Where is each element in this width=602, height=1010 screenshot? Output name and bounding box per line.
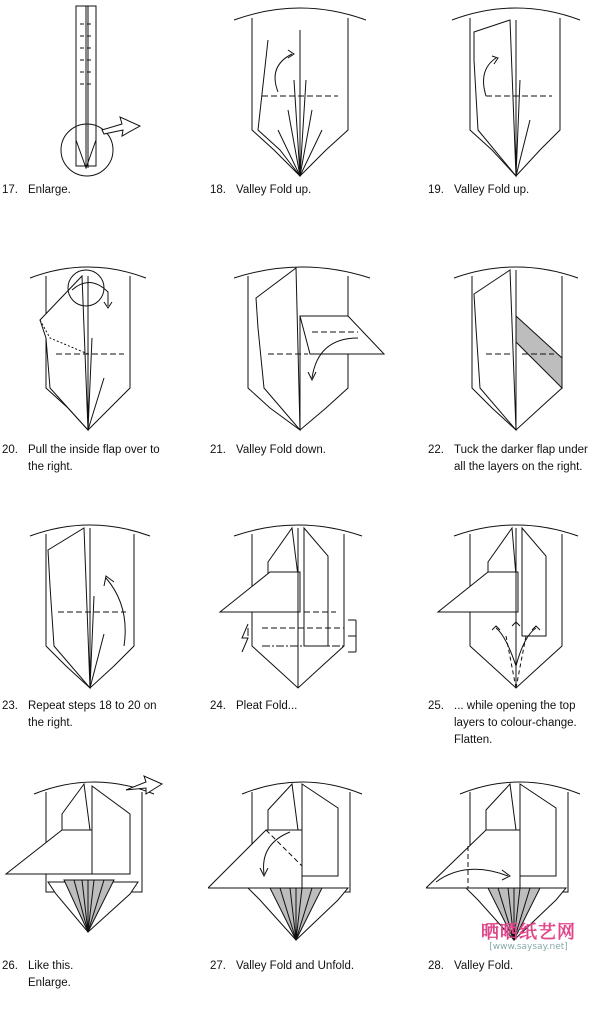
enlarge-arrow-icon (102, 117, 140, 136)
step-text-line2: all the layers on the right. (454, 461, 583, 473)
step-18 (208, 0, 408, 246)
caption (210, 442, 326, 459)
step-number: 27. (210, 960, 226, 972)
step-25 (426, 516, 602, 762)
step-24-diagram (208, 516, 408, 696)
step-text-line3: Flatten. (454, 734, 493, 746)
caption (2, 182, 71, 199)
step-22 (426, 258, 602, 504)
step-23 (0, 516, 200, 762)
step-19-diagram (426, 0, 602, 180)
caption (2, 442, 160, 476)
step-18-diagram (208, 0, 408, 180)
caption (428, 698, 577, 749)
step-23-diagram (0, 516, 200, 696)
step-26-diagram (0, 764, 200, 960)
watermark-url: [www.saysay.net] (489, 942, 568, 952)
step-text-line2: layers to colour-change. (454, 717, 577, 729)
step-number: 25. (428, 700, 444, 712)
step-number: 21. (210, 444, 226, 456)
step-text: Valley Fold up. (236, 184, 312, 196)
step-text: Like this. (28, 960, 74, 972)
step-20 (0, 258, 200, 504)
step-20-diagram (0, 258, 200, 448)
step-text-line2: the right. (28, 461, 73, 473)
caption (428, 182, 529, 199)
step-text: ... while opening the top (454, 700, 576, 712)
step-text: Pull the inside flap over to (28, 444, 160, 456)
step-number: 19. (428, 184, 444, 196)
step-text-line2: Enlarge. (28, 977, 71, 989)
watermark (481, 918, 576, 952)
step-number: 24. (210, 700, 226, 712)
step-number: 26. (2, 960, 18, 972)
step-number: 22. (428, 444, 444, 456)
caption (428, 442, 588, 476)
caption (428, 958, 513, 975)
step-21-diagram (208, 258, 408, 448)
step-21 (208, 258, 408, 504)
caption (2, 698, 157, 732)
step-25-diagram (426, 516, 602, 696)
step-text-line2: the right. (28, 717, 73, 729)
step-number: 23. (2, 700, 18, 712)
caption (210, 958, 354, 975)
step-text: Valley Fold. (454, 960, 514, 972)
step-number: 28. (428, 960, 444, 972)
caption (2, 958, 73, 992)
step-text: Repeat steps 18 to 20 on (28, 700, 157, 712)
step-28 (426, 764, 602, 1010)
step-text: Valley Fold down. (236, 444, 326, 456)
step-text: Valley Fold and Unfold. (236, 960, 355, 972)
step-24 (208, 516, 408, 762)
step-26 (0, 764, 200, 1010)
step-text: Tuck the darker flap under (454, 444, 588, 456)
step-number: 20. (2, 444, 18, 456)
step-text: Enlarge. (28, 184, 71, 196)
watermark-name: 晒晒纸艺网 (481, 922, 576, 943)
step-17-diagram (0, 0, 200, 180)
enlarge-arrow-icon (126, 776, 162, 794)
step-27 (208, 764, 408, 1010)
step-text: Valley Fold up. (454, 184, 530, 196)
step-22-diagram (426, 258, 602, 448)
step-17 (0, 0, 200, 246)
caption (210, 698, 297, 715)
step-text: Pleat Fold... (236, 700, 298, 712)
step-number: 17. (2, 184, 18, 196)
caption (210, 182, 311, 199)
step-19 (426, 0, 602, 246)
step-27-diagram (208, 764, 408, 960)
step-number: 18. (210, 184, 226, 196)
